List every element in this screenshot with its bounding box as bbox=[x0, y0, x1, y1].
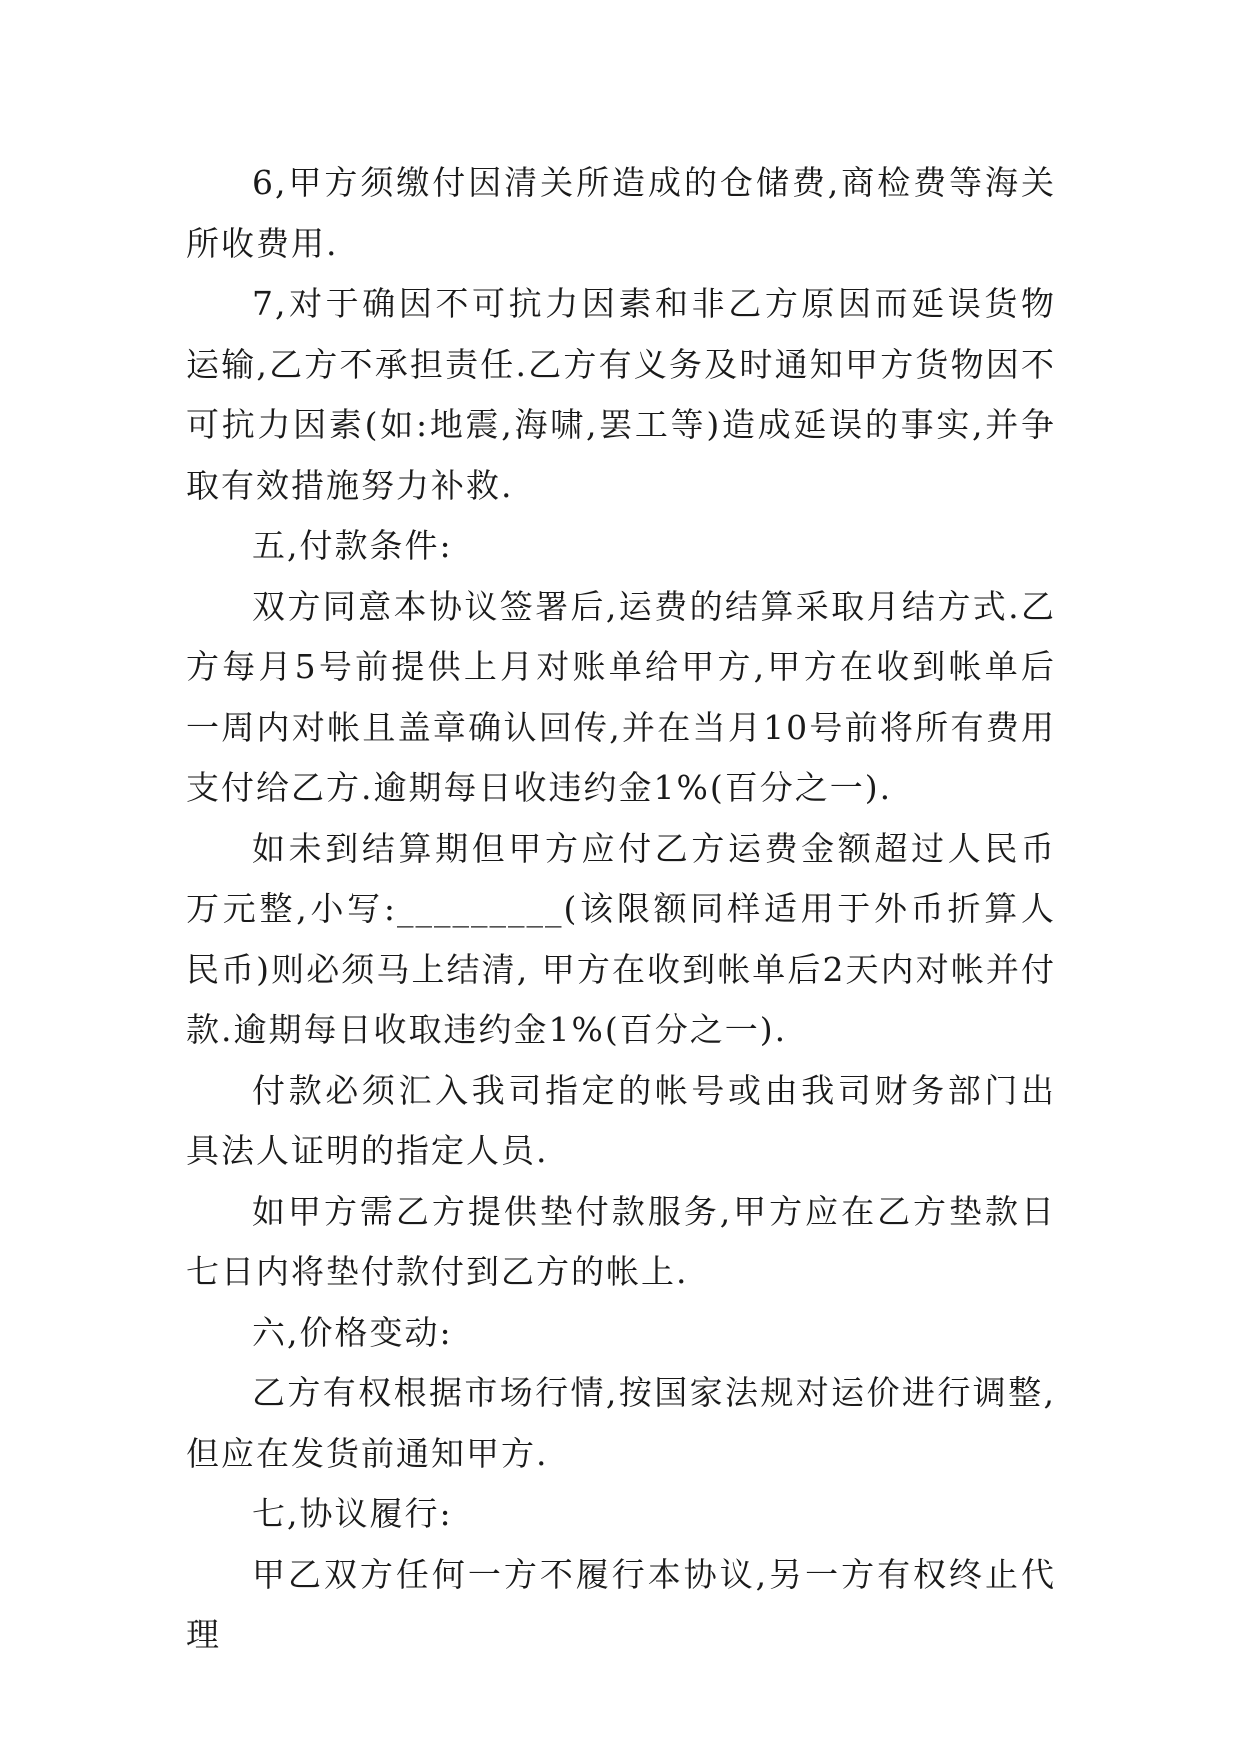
clause-6: 6,甲方须缴付因清关所造成的仓储费,商检费等海关所收费用. bbox=[186, 163, 1056, 263]
clause-7: 7,对于确因不可抗力因素和非乙方原因而延误货物运输,乙方不承担责任.乙方有义务及时通知甲方货物因不可抗力因素(如:地震,海啸,罢工等)造成延误的事实,并争取有效措施努力补救. bbox=[186, 284, 1056, 505]
document-body bbox=[186, 153, 1056, 1666]
price-change-paragraph: 乙方有权根据市场行情,按国家法规对运价进行调整,但应在发货前通知甲方. bbox=[186, 1373, 1056, 1473]
section-heading-payment: 五,付款条件: bbox=[252, 526, 453, 565]
advance-payment-paragraph: 如甲方需乙方提供垫付款服务,甲方应在乙方垫款日七日内将垫付款付到乙方的帐上. bbox=[186, 1191, 1056, 1291]
payment-limit-paragraph: 如未到结算期但甲方应付乙方运费金额超过人民币 万元整,小写:_________(该限额同样适用于外币折算人民币)则必须马上结清, 甲方在收到帐单后2天内对帐并付款.逾期每日收取违约金1%(百分之一). bbox=[186, 828, 1056, 1049]
section-heading-price-change: 六,价格变动: bbox=[252, 1312, 453, 1352]
payment-settlement-paragraph: 双方同意本协议签署后,运费的结算采取月结方式.乙方每月5号前提供上月对账单给甲方,甲方在收到帐单后一周内对帐且盖章确认回传,并在当月10号前将所有费用支付给乙方.逾期每日收违约金1%(百分之一). bbox=[186, 586, 1056, 807]
performance-paragraph: 甲乙双方任何一方不履行本协议,另一方有权终止代理 bbox=[186, 1554, 1056, 1654]
section-heading-performance: 七,协议履行: bbox=[252, 1494, 453, 1533]
payment-account-paragraph: 付款必须汇入我司指定的帐号或由我司财务部门出具法人证明的指定人员. bbox=[186, 1070, 1056, 1170]
